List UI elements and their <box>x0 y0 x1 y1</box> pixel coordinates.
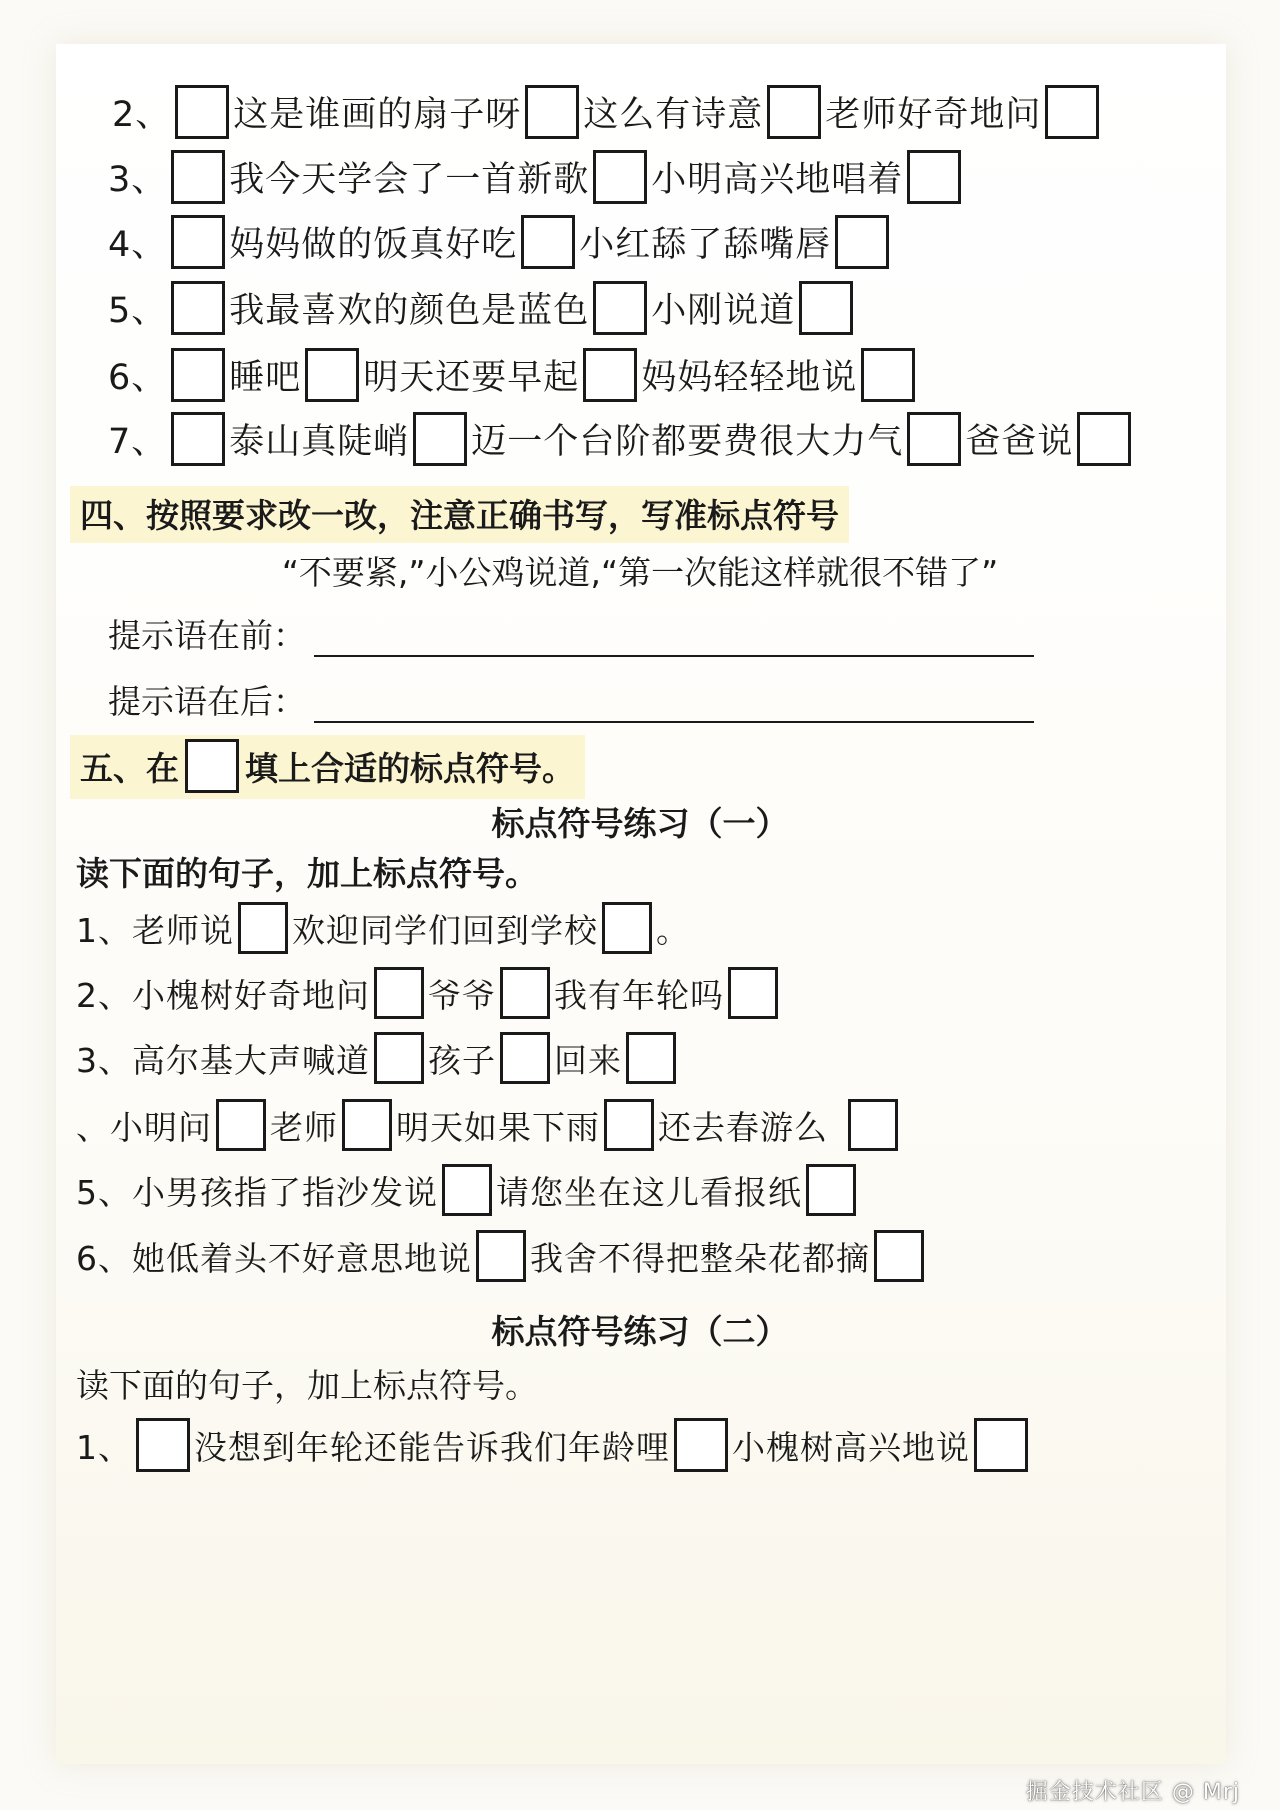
s3-item-5 <box>108 281 857 335</box>
punctuation-box[interactable] <box>861 348 915 402</box>
punctuation-box[interactable] <box>602 902 652 954</box>
punctuation-box[interactable] <box>799 281 853 335</box>
punctuation-box[interactable] <box>525 85 579 139</box>
s3-item-2 <box>112 85 1103 139</box>
s3-item-3 <box>108 150 965 204</box>
item-text: 小刚说道 <box>651 291 796 331</box>
punctuation-box[interactable] <box>593 281 647 335</box>
item-text: 小男孩指了指沙发说 <box>132 1172 438 1212</box>
punctuation-box[interactable] <box>974 1418 1028 1472</box>
item-number: 3、 <box>76 1040 132 1080</box>
item-number: 2、 <box>112 95 172 135</box>
item-number: 6、 <box>108 358 168 398</box>
punctuation-box[interactable] <box>305 348 359 402</box>
item-text: 小明问 <box>110 1107 212 1147</box>
s3-item-6 <box>108 348 919 402</box>
section4-heading <box>70 486 849 543</box>
punctuation-box[interactable] <box>835 215 889 269</box>
item-text: 请您坐在这儿看报纸 <box>496 1172 802 1212</box>
item-number: 、 <box>76 1107 110 1147</box>
punctuation-box[interactable] <box>342 1099 392 1151</box>
p1-item-2 <box>76 967 782 1019</box>
prompt-front-row <box>108 610 1034 657</box>
punctuation-box[interactable] <box>521 215 575 269</box>
p1-item-4 <box>76 1099 902 1151</box>
item-text: 这是谁画的扇子呀 <box>233 95 522 135</box>
punctuation-box[interactable] <box>848 1099 898 1151</box>
punctuation-box[interactable] <box>171 412 225 466</box>
item-text: 回来 <box>554 1040 622 1080</box>
section5-heading-suffix: 填上合适的标点符号。 <box>245 748 575 788</box>
punctuation-box[interactable] <box>136 1418 190 1472</box>
punctuation-box[interactable] <box>626 1032 676 1084</box>
item-text: 高尔基大声喊道 <box>132 1040 370 1080</box>
item-text: 迈一个台阶都要费很大力气 <box>471 422 904 462</box>
punctuation-box[interactable] <box>216 1099 266 1151</box>
punctuation-box[interactable] <box>476 1230 526 1282</box>
section4-heading-text: 四、按照要求改一改，注意正确书写，写准标点符号 <box>80 496 839 535</box>
item-number: 5、 <box>108 291 168 331</box>
item-text: 小明高兴地唱着 <box>651 160 904 200</box>
item-text: 我今天学会了一首新歌 <box>229 160 590 200</box>
punctuation-box[interactable] <box>171 348 225 402</box>
item-text: 我最喜欢的颜色是蓝色 <box>229 291 590 331</box>
prompt-front-answer-line[interactable] <box>314 617 1034 657</box>
p1-item-1 <box>76 902 690 954</box>
prompt-front-label: 提示语在前： <box>108 616 306 655</box>
punctuation-box[interactable] <box>767 85 821 139</box>
item-text: 没想到年轮还能告诉我们年龄哩 <box>194 1427 670 1467</box>
item-text: 老师好奇地问 <box>825 95 1042 135</box>
punctuation-box[interactable] <box>674 1418 728 1472</box>
item-text: 妈妈做的饭真好吃 <box>229 225 518 265</box>
p1-item-5 <box>76 1164 860 1216</box>
punctuation-box[interactable] <box>593 150 647 204</box>
section5-heading <box>70 735 585 799</box>
item-text: 爸爸说 <box>965 422 1074 462</box>
item-text: 小红舔了舔嘴唇 <box>579 225 832 265</box>
item-text: 老师 <box>270 1107 338 1147</box>
item-text: 小槐树高兴地说 <box>732 1427 970 1467</box>
item-text: 小槐树好奇地问 <box>132 975 370 1015</box>
item-text: 孩子 <box>428 1040 496 1080</box>
item-text: 明天如果下雨 <box>396 1107 600 1147</box>
punctuation-box[interactable] <box>907 150 961 204</box>
section4-quote: “不要紧,”小公鸡说道,“第一次能这样就很不错了” <box>281 553 999 592</box>
item-text: 明天还要早起 <box>363 358 580 398</box>
item-text: 欢迎同学们回到学校 <box>292 910 598 950</box>
punctuation-box[interactable] <box>175 85 229 139</box>
prompt-back-label: 提示语在后： <box>108 682 306 721</box>
punctuation-box[interactable] <box>442 1164 492 1216</box>
punctuation-box[interactable] <box>1045 85 1099 139</box>
item-text: 泰山真陡峭 <box>229 422 410 462</box>
p2-item-1 <box>76 1418 1032 1472</box>
item-number: 2、 <box>76 975 132 1015</box>
item-text: 我有年轮吗 <box>554 975 724 1015</box>
punctuation-box[interactable] <box>806 1164 856 1216</box>
item-text: 睡吧 <box>229 358 302 398</box>
item-number: 6、 <box>76 1238 132 1278</box>
prompt-back-row <box>108 676 1034 723</box>
example-punctuation-box <box>185 739 239 793</box>
punctuation-box[interactable] <box>171 150 225 204</box>
s3-item-4 <box>108 215 893 269</box>
punctuation-box[interactable] <box>907 412 961 466</box>
punctuation-box[interactable] <box>171 215 225 269</box>
item-text: 这么有诗意 <box>583 95 764 135</box>
s3-item-7 <box>108 412 1135 466</box>
item-number: 7、 <box>108 422 168 462</box>
item-text: 她低着头不好意思地说 <box>132 1238 472 1278</box>
practice1-instruction: 读下面的句子，加上标点符号。 <box>76 854 538 893</box>
punctuation-box[interactable] <box>874 1230 924 1282</box>
item-text: 爷爷 <box>428 975 496 1015</box>
punctuation-box[interactable] <box>238 902 288 954</box>
punctuation-box[interactable] <box>583 348 637 402</box>
punctuation-box[interactable] <box>374 1032 424 1084</box>
p1-item-6 <box>76 1230 928 1282</box>
item-number: 5、 <box>76 1172 132 1212</box>
item-number: 4、 <box>108 225 168 265</box>
practice2-title: 标点符号练习（二） <box>491 1312 789 1351</box>
punctuation-box[interactable] <box>500 967 550 1019</box>
item-number: 1、 <box>76 1427 132 1467</box>
practice2-instruction: 读下面的句子，加上标点符号。 <box>76 1366 538 1405</box>
punctuation-box[interactable] <box>1077 412 1131 466</box>
punctuation-box[interactable] <box>604 1099 654 1151</box>
punctuation-box[interactable] <box>728 967 778 1019</box>
item-number: 3、 <box>108 160 168 200</box>
item-text: 我舍不得把整朵花都摘 <box>530 1238 870 1278</box>
punctuation-box[interactable] <box>413 412 467 466</box>
item-text: 。 <box>656 910 690 950</box>
watermark: 掘金技术社区 @ Mrj <box>1025 1780 1240 1805</box>
p1-item-3 <box>76 1032 680 1084</box>
punctuation-box[interactable] <box>500 1032 550 1084</box>
item-number: 1、 <box>76 910 132 950</box>
prompt-back-answer-line[interactable] <box>314 683 1034 723</box>
practice1-title: 标点符号练习（一） <box>491 804 789 843</box>
punctuation-box[interactable] <box>171 281 225 335</box>
section5-heading-prefix: 五、在 <box>80 748 179 788</box>
item-text: 老师说 <box>132 910 234 950</box>
item-text: 还去春游么 <box>658 1107 828 1147</box>
punctuation-box[interactable] <box>374 967 424 1019</box>
item-text: 妈妈轻轻地说 <box>641 358 858 398</box>
